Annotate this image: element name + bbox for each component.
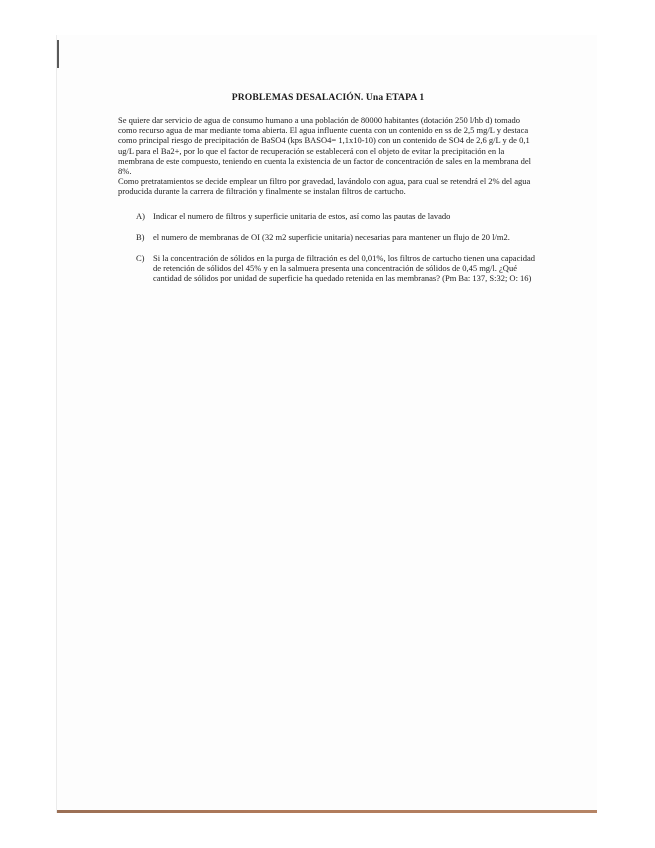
- question-item-c: [136, 253, 538, 284]
- pretreatment-paragraph: Como pretratamientos se decide emplear un filtro por gravedad, lavándolo con agua, para cual se retendrá el 2% del agua producida durante la carrera de filtración y finalmente se instalan filtros de cartucho.: [118, 176, 531, 197]
- question-marker: C): [136, 253, 145, 264]
- question-text: el numero de membranas de OI (32 m2 superficie unitaria) necesarias para mantener un flujo de 20 l/m2.: [153, 231, 510, 242]
- question-marker: A): [136, 210, 145, 221]
- question-item-b: [136, 232, 538, 242]
- question-text: Indicar el numero de filtros y superficie unitaria de estos, así como las pautas de lavado: [153, 210, 451, 221]
- question-text: Si la concentración de sólidos en la purga de filtración es del 0,01%, los filtros de cartucho tienen una capacidad de retención de sólidos del 45% y en la salmuera presenta una concentración de sólidos de 0,45 mg/l. ¿Qué cantidad de sólidos por unidad de superficie ha quedado retenida en las membranas? (Pm Ba: 137, S:32; O: 16): [153, 253, 535, 284]
- question-list: [118, 211, 538, 284]
- question-item-a: [136, 211, 538, 221]
- document-content: [118, 92, 538, 295]
- sheet-edge-shadow: [57, 40, 59, 68]
- sheet-bottom-edge: [57, 810, 597, 813]
- intro-paragraph: Se quiere dar servicio de agua de consumo humano a una población de 80000 habitantes (dotación 250 l/hb d) tomado como recurso agua de mar mediante toma abierta. El agua influente cuenta con un contenido en ss de 2,5 mg/L y destaca como principal riesgo de precipitación de BaSO4 (kps BASO4= 1,1x10-10) con un contenido de SO4 de 2,6 g/L y de 0,1 ug/L para el Ba2+, por lo que el factor de recuperación se establecerá con el objeto de evitar la precipitación en la membrana de este compuesto, teniendo en cuenta la existencia de un factor de concentración de sales en la membrana del 8%.: [118, 115, 532, 177]
- question-marker: B): [136, 231, 145, 242]
- document-title: PROBLEMAS DESALACIÓN. Una ETAPA 1: [231, 92, 425, 103]
